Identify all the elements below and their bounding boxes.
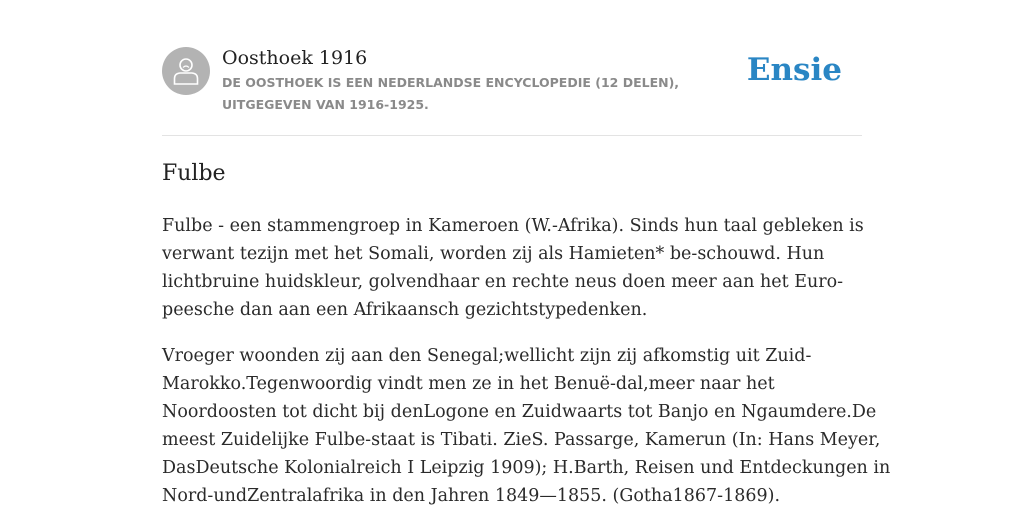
text-line: Noordoosten tot dicht bij denLogone en Zuidwaarts tot Banjo en Ngaumdere.De (162, 402, 877, 422)
text-line: lichtbruine huidskleur, golvendhaar en rechte neus doen meer aan het Euro- (162, 272, 844, 292)
text-line: DasDeutsche Kolonialreich I Leipzig 1909); H.Barth, Reisen und Entdeckungen in (162, 458, 891, 478)
source-description: DE OOSTHOEK IS EEN NEDERLANDSE ENCYCLOPEDIE (12 DELEN), UITGEGEVEN VAN 1916-1925. (222, 75, 680, 112)
paragraph-1 (162, 212, 862, 324)
brand-logo[interactable]: Ensie (746, 52, 842, 88)
article-title: Fulbe (162, 161, 226, 186)
text-line: Marokko.Tegenwoordig vindt men ze in het Benuë-dal,meer naar het (162, 374, 775, 394)
text-line: Vroeger woonden zij aan den Senegal;wellicht zijn zij afkomstig uit Zuid- (162, 346, 812, 366)
text-line: meest Zuidelijke Fulbe-staat is Tibati. ZieS. Passarge, Kamerun (In: Hans Meyer, (162, 430, 881, 450)
avatar[interactable] (162, 47, 210, 95)
divider (162, 135, 862, 136)
user-icon (172, 56, 200, 86)
article-body (162, 212, 891, 512)
paragraph-2 (162, 342, 891, 510)
text-line: Nord-undZentralafrika in den Jahren 1849—1855. (Gotha1867-1869). (162, 486, 781, 506)
source-title[interactable]: Oosthoek 1916 (222, 47, 368, 69)
text-line: verwant tezijn met het Somali, worden zij als Hamieten* be-schouwd. Hun (162, 244, 825, 264)
text-line: peesche dan aan een Afrikaansch gezichtstypedenken. (162, 300, 648, 320)
text-line: Fulbe - een stammengroep in Kameroen (W.-Afrika). Sinds hun taal gebleken is (162, 216, 864, 236)
